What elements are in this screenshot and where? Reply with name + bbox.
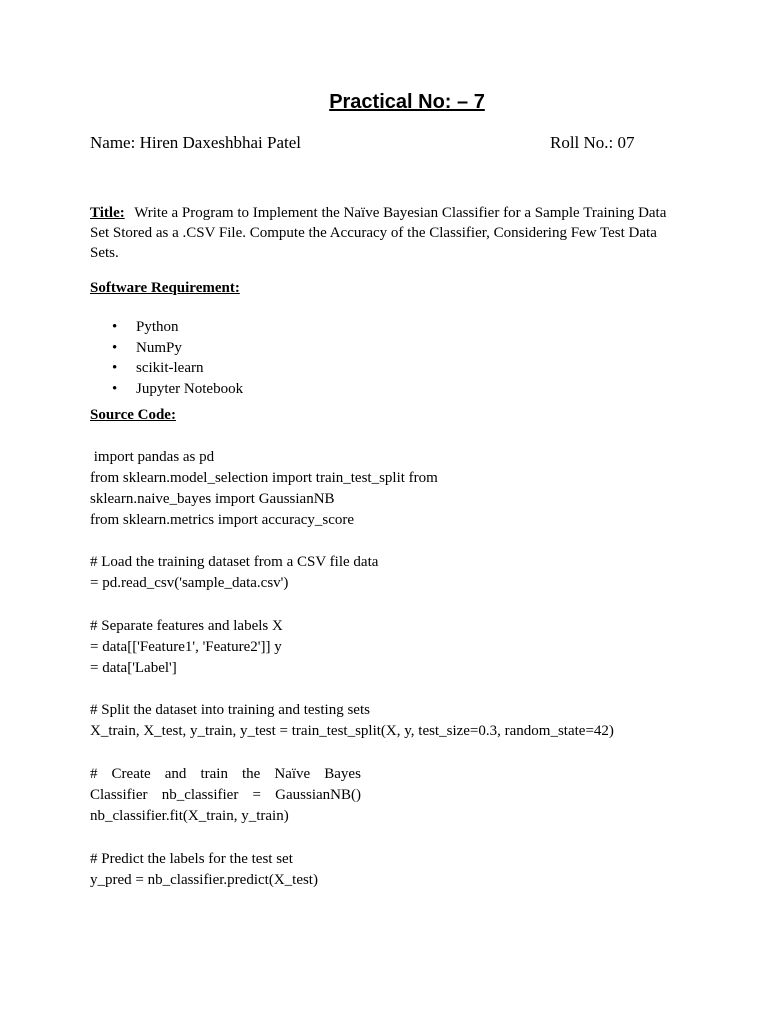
blank-line xyxy=(90,594,650,616)
list-item xyxy=(90,317,243,338)
code-word: Create xyxy=(111,766,151,782)
student-name: Name: Hiren Daxeshbhai Patel xyxy=(90,133,302,152)
bullet-icon: • xyxy=(112,319,118,335)
list-item-label: scikit-learn xyxy=(136,360,204,376)
code-line-justified xyxy=(90,764,361,785)
list-item xyxy=(90,379,243,400)
code-line: # Predict the labels for the test set xyxy=(90,851,293,867)
bullet-icon: • xyxy=(112,380,118,397)
code-line: # Separate features and labels X xyxy=(90,618,283,634)
blank-line xyxy=(90,827,650,849)
title-paragraph xyxy=(90,203,680,263)
code-word: train xyxy=(200,766,228,782)
code-line: nb_classifier.fit(X_train, y_train) xyxy=(90,808,289,824)
code-word: Naïve xyxy=(274,766,311,782)
title-label: Title: xyxy=(90,205,125,221)
code-word: and xyxy=(164,766,187,782)
code-word: # xyxy=(90,766,98,782)
bullet-icon: • xyxy=(112,339,118,356)
blank-line xyxy=(90,679,650,700)
code-word: Bayes xyxy=(324,766,361,782)
code-word: Classifier xyxy=(90,787,148,803)
blank-line xyxy=(90,742,650,764)
code-line: X_train, X_test, y_train, y_test = train_test_split(X, y, test_size=0.3, random_state=42) xyxy=(90,723,614,739)
list-item xyxy=(90,338,243,359)
code-line: from sklearn.metrics import accuracy_score xyxy=(90,512,355,528)
code-line: = data['Label'] xyxy=(90,660,177,676)
code-word: nb_classifier xyxy=(161,787,239,803)
code-line: = pd.read_csv('sample_data.csv') xyxy=(90,575,289,591)
source-code-block xyxy=(90,447,650,891)
code-line: import pandas as pd xyxy=(90,449,215,465)
code-line-justified xyxy=(90,785,361,806)
list-item-label: Python xyxy=(136,319,179,335)
bullet-icon: • xyxy=(112,360,118,376)
code-line: y_pred = nb_classifier.predict(X_test) xyxy=(90,872,318,888)
code-line: # Split the dataset into training and testing sets xyxy=(90,702,370,718)
title-text: Write a Program to Implement the Naïve Bayesian Classifier for a Sample Training Data Set Stored as a .CSV File. Compute the Accuracy of the Classifier, Considering Few Test Data Sets. xyxy=(90,205,667,261)
code-word: GaussianNB() xyxy=(275,787,361,803)
list-item-label: NumPy xyxy=(136,339,182,356)
code-line: = data[['Feature1', 'Feature2']] y xyxy=(90,639,282,655)
code-line: # Load the training dataset from a CSV file data xyxy=(90,554,379,570)
source-code-label: Source Code: xyxy=(90,407,176,423)
software-requirement-label: Software Requirement: xyxy=(90,280,240,296)
code-line: from sklearn.model_selection import train_test_split from xyxy=(90,470,438,486)
list-item xyxy=(90,358,243,379)
software-requirement-list xyxy=(90,317,243,399)
code-word: = xyxy=(252,787,261,803)
blank-line xyxy=(90,531,650,552)
list-item-label: Jupyter Notebook xyxy=(136,380,244,397)
roll-number: Roll No.: 07 xyxy=(550,133,635,152)
code-word: the xyxy=(242,766,261,782)
code-line: sklearn.naive_bayes import GaussianNB xyxy=(90,491,335,507)
practical-heading: Practical No: – 7 xyxy=(329,91,485,113)
